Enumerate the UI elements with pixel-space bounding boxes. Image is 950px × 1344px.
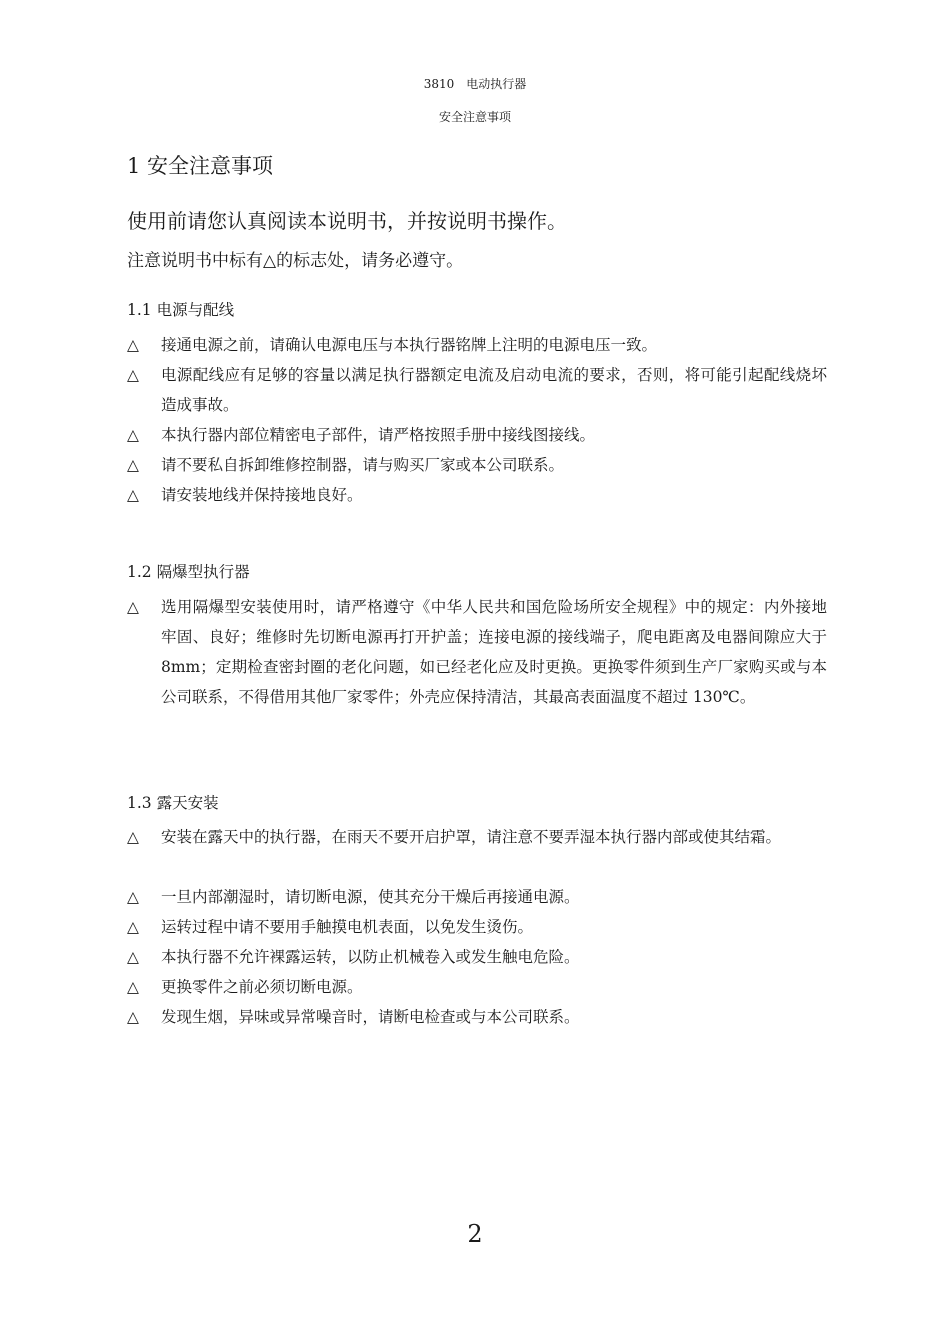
intro-line-1: 使用前请您认真阅读本说明书，并按说明书操作。 bbox=[127, 209, 567, 233]
warning-triangle-icon: △ bbox=[127, 366, 139, 384]
warning-item bbox=[127, 972, 827, 1002]
warning-item bbox=[127, 822, 827, 852]
warning-triangle-icon: △ bbox=[127, 456, 139, 474]
warning-text: 电源配线应有足够的容量以满足执行器额定电流及启动电流的要求，否则，将可能引起配线烧坏造成事故。 bbox=[161, 366, 827, 414]
warning-item bbox=[127, 882, 827, 912]
warning-triangle-icon: △ bbox=[127, 828, 139, 846]
warning-item bbox=[127, 330, 827, 360]
warning-item bbox=[127, 450, 827, 480]
section-heading-1-3: 1.3 露天安装 bbox=[127, 794, 219, 812]
warning-text: 接通电源之前，请确认电源电压与本执行器铭牌上注明的电源电压一致。 bbox=[161, 336, 658, 354]
page-number: 2 bbox=[467, 1220, 483, 1248]
warning-item bbox=[127, 942, 827, 972]
document-title: 3810 电动执行器 bbox=[423, 77, 527, 91]
document-subtitle: 安全注意事项 bbox=[438, 110, 511, 124]
section-heading-1-1: 1.1 电源与配线 bbox=[127, 301, 235, 319]
warning-triangle-icon: △ bbox=[127, 336, 139, 354]
warning-text: 选用隔爆型安装使用时，请严格遵守《中华人民共和国危险场所安全规程》中的规定：内外接地牢固、良好；维修时先切断电源再打开护盖；连接电源的接线端子，爬电距离及电器间隙应大于 8mm；定期检查密封圈的老化问题，如已经老化应及时更换。更换零件须到生产厂家购买或与本公司联系，不得借用其他厂家零件；外壳应保持清洁，其最高表面温度不超过 130℃。 bbox=[161, 598, 827, 706]
warning-triangle-icon: △ bbox=[127, 1008, 139, 1026]
warning-triangle-icon: △ bbox=[127, 598, 139, 616]
warning-triangle-icon: △ bbox=[127, 948, 139, 966]
warning-item bbox=[127, 480, 827, 510]
warning-text: 运转过程中请不要用手触摸电机表面，以免发生烫伤。 bbox=[161, 918, 534, 936]
section-heading-1: 1 安全注意事项 bbox=[127, 154, 274, 178]
warning-text: 本执行器内部位精密电子部件，请严格按照手册中接线图接线。 bbox=[161, 426, 596, 444]
warning-triangle-icon: △ bbox=[127, 978, 139, 996]
warning-item bbox=[127, 592, 827, 712]
warning-item bbox=[127, 1002, 827, 1032]
warning-triangle-icon: △ bbox=[127, 888, 139, 906]
section-heading-1-2: 1.2 隔爆型执行器 bbox=[127, 563, 250, 581]
warning-triangle-icon: △ bbox=[127, 918, 139, 936]
warning-text: 本执行器不允许裸露运转，以防止机械卷入或发生触电危险。 bbox=[161, 948, 580, 966]
warning-item bbox=[127, 360, 827, 420]
warning-text: 更换零件之前必须切断电源。 bbox=[161, 978, 363, 996]
warning-text: 请安装地线并保持接地良好。 bbox=[161, 486, 363, 504]
warning-text: 发现生烟，异味或异常噪音时，请断电检查或与本公司联系。 bbox=[161, 1008, 580, 1026]
warning-item bbox=[127, 912, 827, 942]
warning-text: 安装在露天中的执行器，在雨天不要开启护罩，请注意不要弄湿本执行器内部或使其结霜。 bbox=[161, 828, 782, 846]
warning-triangle-icon: △ bbox=[127, 426, 139, 444]
intro-line-2: 注意说明书中标有△的标志处，请务必遵守。 bbox=[127, 251, 464, 271]
warning-text: 一旦内部潮湿时，请切断电源，使其充分干燥后再接通电源。 bbox=[161, 888, 580, 906]
warning-text: 请不要私自拆卸维修控制器，请与购买厂家或本公司联系。 bbox=[161, 456, 565, 474]
warning-item bbox=[127, 420, 827, 450]
warning-triangle-icon: △ bbox=[127, 486, 139, 504]
